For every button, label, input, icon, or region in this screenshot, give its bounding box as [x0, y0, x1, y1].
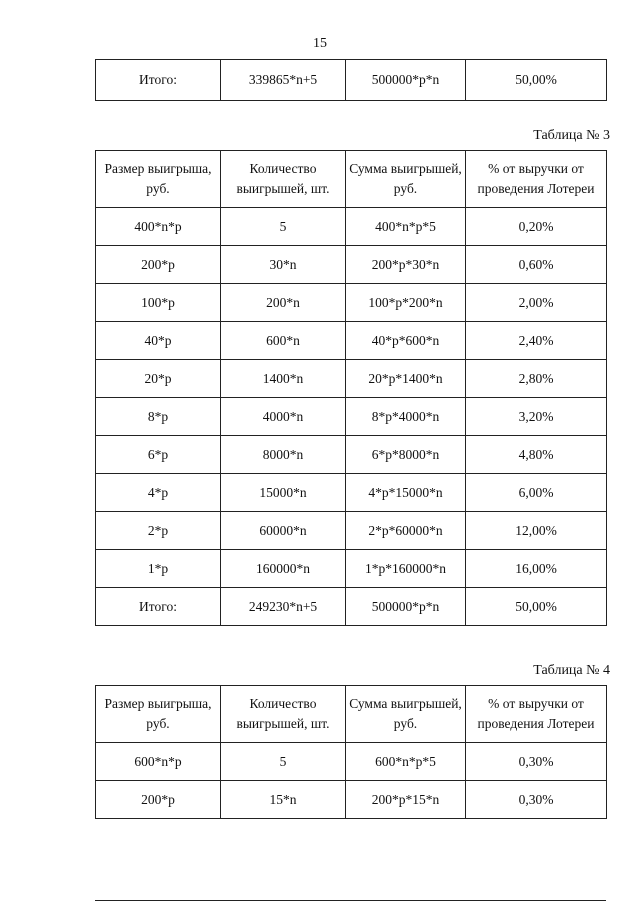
- table-row: [96, 322, 607, 360]
- totals-table-continued: [95, 59, 607, 101]
- table4: [95, 685, 607, 819]
- table-cell: 1400*n: [221, 360, 346, 398]
- table-cell: 6,00%: [466, 474, 607, 512]
- table-row: [96, 512, 607, 550]
- table-cell: 1*p: [96, 550, 221, 588]
- table-cell: 400*n*p*5: [346, 208, 466, 246]
- table-cell: 1*p*160000*n: [346, 550, 466, 588]
- table-row: [96, 360, 607, 398]
- header-prize-count: Количество выигрышей, шт.: [221, 151, 346, 208]
- table-cell: 200*p: [96, 781, 221, 819]
- table-cell: 160000*n: [221, 550, 346, 588]
- table-cell: 8000*n: [221, 436, 346, 474]
- table-cell: 100*p: [96, 284, 221, 322]
- header-prize-size: Размер выигрыша, руб.: [96, 686, 221, 743]
- table-header-row: [96, 686, 607, 743]
- table-cell: 20*p*1400*n: [346, 360, 466, 398]
- table-cell: 60000*n: [221, 512, 346, 550]
- table-cell: 2,80%: [466, 360, 607, 398]
- table-row: [96, 743, 607, 781]
- table-cell: 2,00%: [466, 284, 607, 322]
- table-cell: 4000*n: [221, 398, 346, 436]
- table3-body: [96, 208, 607, 626]
- table-cell: 8*p: [96, 398, 221, 436]
- bottom-rule: [95, 900, 606, 901]
- table-cell: 6*p: [96, 436, 221, 474]
- table-cell: 4,80%: [466, 436, 607, 474]
- table-row: [96, 474, 607, 512]
- header-prize-sum: Сумма выигрышей, руб.: [346, 151, 466, 208]
- table-cell: 200*p*30*n: [346, 246, 466, 284]
- table-cell: 249230*n+5: [221, 588, 346, 626]
- table-cell: 15000*n: [221, 474, 346, 512]
- table-cell: 12,00%: [466, 512, 607, 550]
- table-cell: 16,00%: [466, 550, 607, 588]
- table3: [95, 150, 607, 626]
- table-cell: 20*p: [96, 360, 221, 398]
- table-row: [96, 781, 607, 819]
- table-row: [96, 436, 607, 474]
- table-cell: 15*n: [221, 781, 346, 819]
- page-number: 15: [313, 36, 327, 51]
- table-cell: 200*p: [96, 246, 221, 284]
- table-row: [96, 588, 607, 626]
- table-cell: 0,30%: [466, 743, 607, 781]
- table-cell: 500000*p*n: [346, 588, 466, 626]
- header-revenue-percent: % от выручки от проведения Лотереи: [466, 151, 607, 208]
- table-row: [96, 398, 607, 436]
- header-prize-sum: Сумма выигрышей, руб.: [346, 686, 466, 743]
- header-prize-size: Размер выигрыша, руб.: [96, 151, 221, 208]
- table-cell: 5: [221, 743, 346, 781]
- table-cell: 3,20%: [466, 398, 607, 436]
- table-cell: 600*n*p: [96, 743, 221, 781]
- header-prize-count: Количество выигрышей, шт.: [221, 686, 346, 743]
- table-cell: 400*n*p: [96, 208, 221, 246]
- table-cell: 8*p*4000*n: [346, 398, 466, 436]
- table4-caption: Таблица № 4: [533, 663, 610, 678]
- table-row: [96, 60, 607, 101]
- table-cell: 30*n: [221, 246, 346, 284]
- table-cell: Итого:: [96, 588, 221, 626]
- table-cell: 600*n*p*5: [346, 743, 466, 781]
- table-cell: 500000*p*n: [346, 60, 466, 101]
- table-cell: 0,60%: [466, 246, 607, 284]
- table-cell: 0,30%: [466, 781, 607, 819]
- table-row: [96, 550, 607, 588]
- table-cell: 100*p*200*n: [346, 284, 466, 322]
- table-cell: 40*p: [96, 322, 221, 360]
- table3-caption: Таблица № 3: [533, 128, 610, 143]
- table-cell: 50,00%: [466, 588, 607, 626]
- table-cell: 4*p*15000*n: [346, 474, 466, 512]
- table-row: [96, 208, 607, 246]
- table-cell: 2*p: [96, 512, 221, 550]
- table4-body: [96, 743, 607, 819]
- table-cell: 200*p*15*n: [346, 781, 466, 819]
- table-header-row: [96, 151, 607, 208]
- table-cell: 2*p*60000*n: [346, 512, 466, 550]
- table-cell: 2,40%: [466, 322, 607, 360]
- table-cell: 0,20%: [466, 208, 607, 246]
- table-cell: 600*n: [221, 322, 346, 360]
- header-revenue-percent: % от выручки от проведения Лотереи: [466, 686, 607, 743]
- table-cell: 200*n: [221, 284, 346, 322]
- table-cell: Итого:: [96, 60, 221, 101]
- table-row: [96, 246, 607, 284]
- table-cell: 50,00%: [466, 60, 607, 101]
- table-row: [96, 284, 607, 322]
- table-cell: 6*p*8000*n: [346, 436, 466, 474]
- table-cell: 4*p: [96, 474, 221, 512]
- table-cell: 339865*n+5: [221, 60, 346, 101]
- table-cell: 40*p*600*n: [346, 322, 466, 360]
- table-cell: 5: [221, 208, 346, 246]
